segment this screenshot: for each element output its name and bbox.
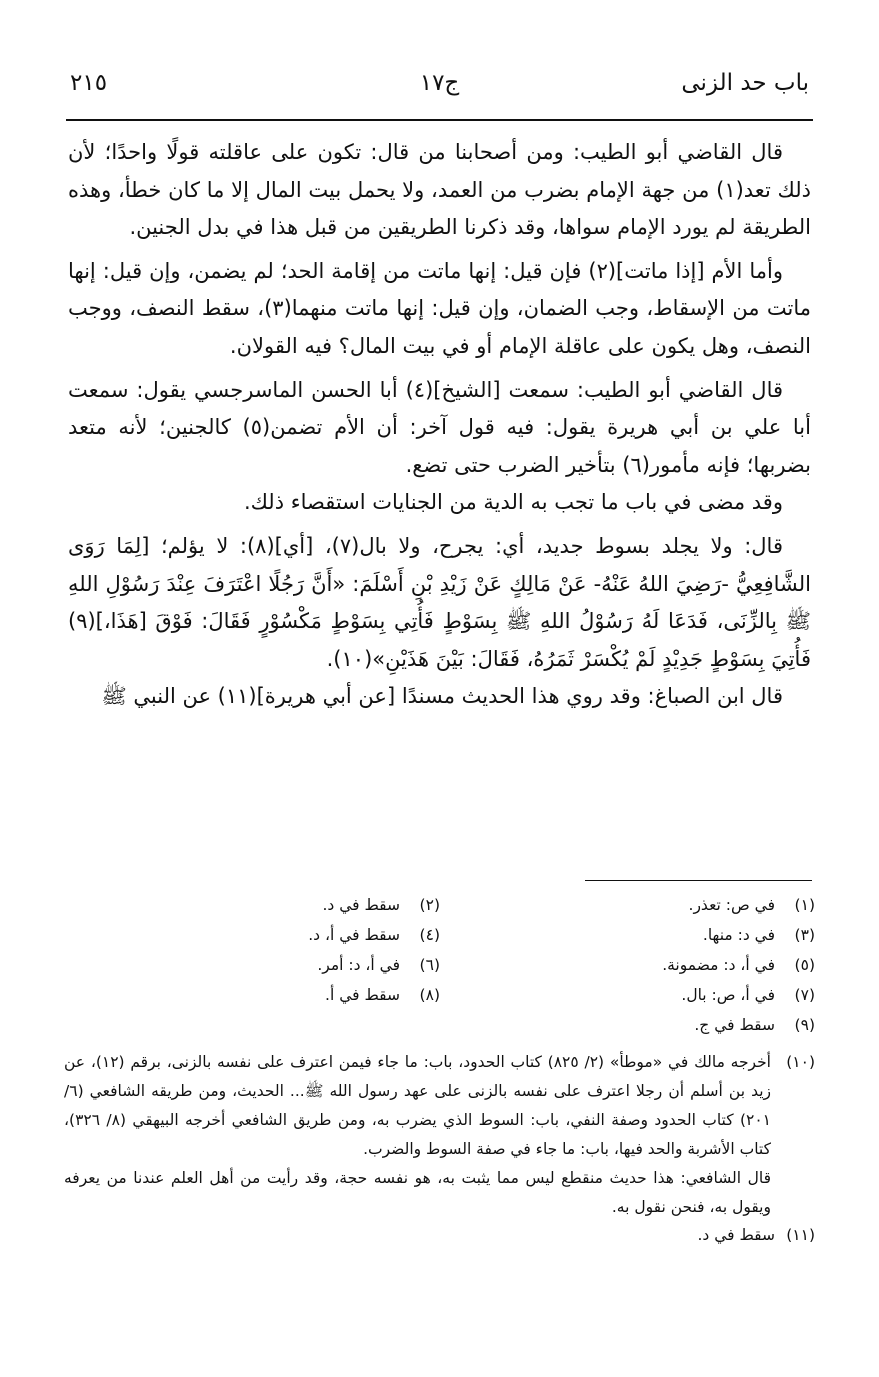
footnote: [697, 1226, 815, 1244]
footnote-text: في أ، د: مضمونة.: [662, 956, 775, 974]
footnote-text: سقط في د.: [322, 896, 400, 914]
footnote-text: أخرجه مالك في «موطأ» (٢/ ٨٢٥) كتاب الحدود، باب: ما جاء فيمن اعترف على نفسه بالزنى، برقم (١٢)، عن زيد بن أسلم أن رجلا اعترف على نفسه بالزنى على عهد رسول الله ﷺ... الحديث، ومن طريقه الشافعي (٦/ ٢٠١) كتاب الحدود وصفة النفي، باب: السوط الذي يضرب به، ومن طريق الشافعي أخرجه البيهقي (٨/ ٣٢٦)، كتاب الأشربة والحد فيها، باب: ما جاء في صفة السوط والضرب.: [64, 1053, 771, 1158]
footnote-text: في أ، د: أمر.: [317, 956, 400, 974]
footnote-number: (٥): [794, 956, 815, 974]
footnote-text: في ص: تعذر.: [688, 896, 775, 914]
footnote-number: (٣): [794, 926, 815, 944]
paragraph: وأما الأم [إذا ماتت](٢) فإن قيل: إنها ماتت من إقامة الحد؛ لم يضمن، وإن قيل: إنها ماتت من الإسقاط، وجب الضمان، وإن قيل: إنها ماتت منهما(٣)، سقط النصف، ووجب النصف، وهل يكون على عاقلة الإمام أو في بيت المال؟ فيه القولان.: [68, 258, 811, 358]
paragraph: قال ابن الصباغ: وقد روي هذا الحديث مسندًا [عن أبي هريرة](١١) عن النبي ﷺ: [101, 684, 783, 709]
footnote: [322, 896, 440, 914]
footnote: [308, 926, 440, 944]
footnote-number: (٧): [794, 986, 815, 1004]
footnote-long: [64, 1048, 815, 1222]
footnote-row: [64, 1016, 815, 1046]
footnote: [325, 986, 440, 1004]
footnote-text: قال الشافعي: هذا حديث منقطع ليس مما يثبت به، هو نفسه حجة، وقد رأيت من أهل العلم عندنا من يعرفه ويقول به، فنحن نقول به.: [64, 1169, 771, 1216]
page-header: [70, 66, 809, 106]
footnote: [662, 956, 815, 974]
volume-number: ج١٧: [419, 70, 460, 96]
footnotes: [64, 896, 815, 1256]
footnote-number: (٨): [419, 986, 440, 1004]
footnote-text: سقط في د.: [697, 1226, 775, 1244]
footnote-text: سقط في ج.: [694, 1016, 775, 1034]
footnote-text: في د: منها.: [702, 926, 775, 944]
footnote-number: (٩): [794, 1016, 815, 1034]
footnote-row: [64, 986, 815, 1016]
paragraph: قال القاضي أبو الطيب: ومن أصحابنا من قال: تكون على عاقلته قولًا واحدًا؛ لأن ذلك تعد(١) من جهة الإمام بضرب من العمد، ولا يحمل بيت المال إلا ما كان خطأ، وهذه الطريقة لم يورد الإمام سواها، وقد ذكرنا الطريقين من قبل هذا في بدل الجنين.: [68, 140, 811, 240]
footnote-text: في أ، ص: بال.: [681, 986, 775, 1004]
footnote-number: (٢): [419, 896, 440, 914]
page-number: ٢١٥: [70, 70, 108, 96]
footnote: [317, 956, 440, 974]
footnote: [703, 926, 815, 944]
footnote: [689, 896, 815, 914]
footnote-number: (١٠): [786, 1053, 815, 1071]
footnote-row: [64, 956, 815, 986]
footnote-number: (١١): [786, 1226, 815, 1244]
footnote: [694, 1016, 815, 1034]
footnote: [681, 986, 815, 1004]
paragraph: قال القاضي أبو الطيب: سمعت [الشيخ](٤) أبا الحسن الماسرجسي يقول: سمعت أبا علي بن أبي هريرة يقول: فيه قول آخر: أن الأم تضمن(٥) كالجنين؛ لأنه متعد بضربها؛ فإنه مأمور(٦) بتأخير الضرب حتى تضع.: [68, 377, 811, 477]
footnote-text: سقط في أ، د.: [308, 926, 400, 944]
footnotes-rule: [585, 880, 812, 881]
footnote-row: [64, 1226, 815, 1256]
header-rule: [66, 119, 813, 121]
main-text: [68, 134, 811, 716]
chapter-title: باب حد الزنى: [681, 70, 809, 96]
footnote-number: (٤): [419, 926, 440, 944]
footnote-text: سقط في أ.: [325, 986, 400, 1004]
paragraph: وقد مضى في باب ما تجب به الدية من الجنايات استقصاء ذلك.: [243, 490, 783, 515]
footnote-row: [64, 896, 815, 926]
footnote-number: (٦): [419, 956, 440, 974]
footnote-number: (١): [794, 896, 815, 914]
footnote-row: [64, 926, 815, 956]
paragraph: قال: ولا يجلد بسوط جديد، أي: يجرح، ولا بال(٧)، [أي](٨): لا يؤلم؛ [لِمَا رَوَى الشَّافِعِيُّ -رَضِيَ اللهُ عَنْهُ- عَنْ مَالِكٍ عَنْ زَيْدِ بْنِ أَسْلَمَ: «أَنَّ رَجُلًا اعْتَرَفَ عِنْدَ رَسُوْلِ اللهِ ﷺ بِالزِّنَى، فَدَعَا لَهُ رَسُوْلُ اللهِ ﷺ بِسَوْطٍ فَأُتِي بِسَوْطٍ مَكْسُوْرٍ فَقَالَ: فَوْقَ [هَذَا،](٩) فَأُتِيَ بِسَوْطٍ جَدِيْدٍ لَمْ يُكْسَرْ ثَمَرُهُ، فَقَالَ: بَيْنَ هَذَيْنِ»(١٠).: [68, 533, 811, 671]
